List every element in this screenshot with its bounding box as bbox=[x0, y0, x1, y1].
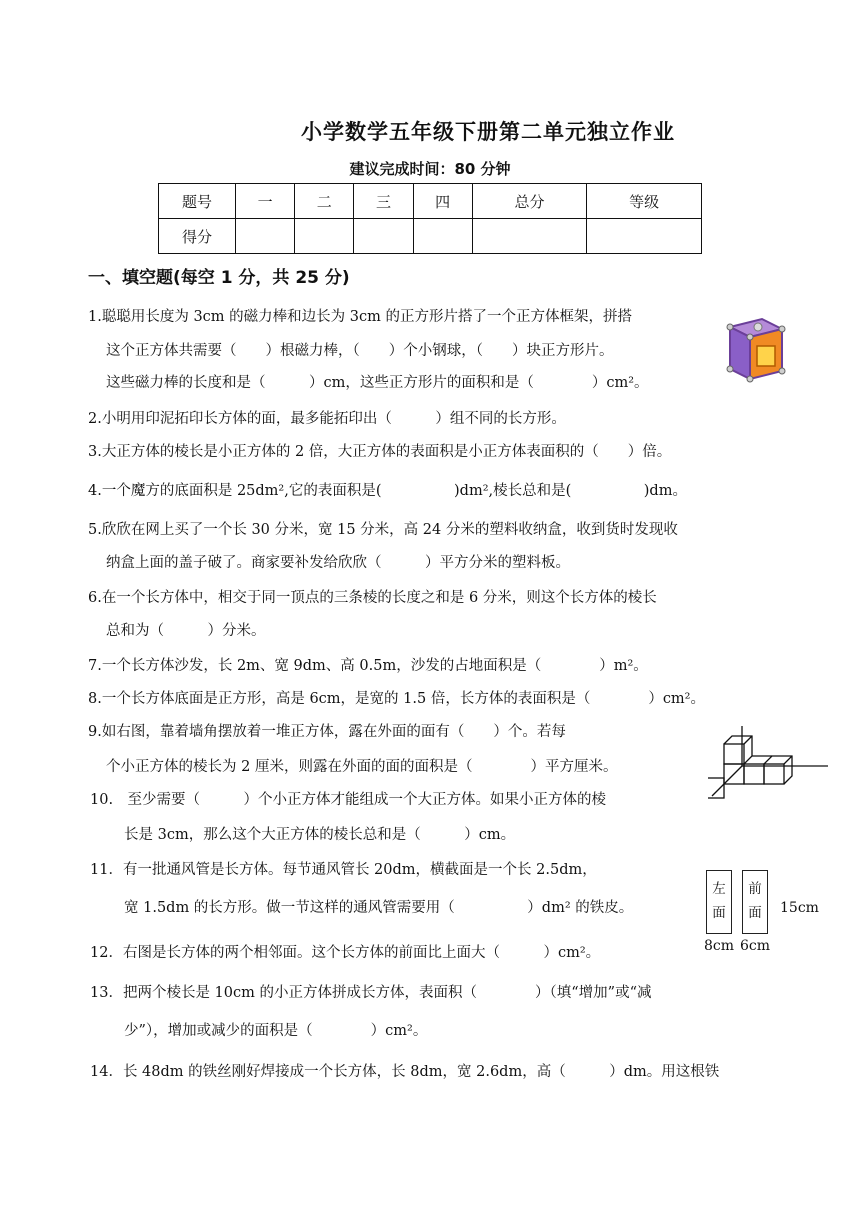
question-line: 7.一个长方体沙发，长 2m、宽 9dm、高 0.5m，沙发的占地面积是（ ）m²。 bbox=[88, 658, 648, 674]
time-suggestion: 建议完成时间：80 分钟 bbox=[349, 160, 511, 178]
adjacent-faces-diagram bbox=[704, 864, 828, 960]
table-cell: 四 bbox=[413, 184, 472, 219]
question-line: 12．右图是长方体的两个相邻面。这个长方体的前面比上面大（ ）cm²。 bbox=[90, 945, 601, 961]
question-line: 个小正方体的棱长为 2 厘米，则露在外面的面的面积是（ ）平方厘米。 bbox=[106, 759, 618, 775]
question-line: 1.聪聪用长度为 3cm 的磁力棒和边长为 3cm 的正方形片搭了一个正方体框架，拼搭 bbox=[88, 309, 632, 325]
table-cell: 等级 bbox=[587, 184, 702, 219]
left-face-box bbox=[706, 870, 732, 934]
question-line: 长是 3cm，那么这个大正方体的棱长总和是（ ）cm。 bbox=[124, 827, 516, 843]
question-line: 8.一个长方体底面是正方形，高是 6cm，是宽的 1.5 倍，长方体的表面积是（ ）cm²。 bbox=[88, 691, 705, 707]
front-width-label: 6cm bbox=[740, 938, 771, 954]
score-table-score-row bbox=[159, 219, 702, 254]
cube-stack-diagram bbox=[708, 720, 830, 800]
question-line: 宽 1.5dm 的长方形。做一节这样的通风管需要用（ ）dm² 的铁皮。 bbox=[124, 900, 634, 916]
question-line: 总和为（ ）分米。 bbox=[106, 623, 266, 639]
page-title: 小学数学五年级下册第二单元独立作业 bbox=[301, 120, 675, 144]
magnetic-cube-image bbox=[724, 313, 786, 387]
left-face-label: 左 面 bbox=[712, 881, 726, 921]
question-line: 6.在一个长方体中，相交于同一顶点的三条棱的长度之和是 6 分米，则这个长方体的棱长 bbox=[88, 590, 657, 606]
score-table-header-row bbox=[159, 184, 702, 219]
front-face-box bbox=[742, 870, 768, 934]
score-input-cell[interactable] bbox=[413, 219, 472, 254]
question-line: 5.欣欣在网上买了一个长 30 分米，宽 15 分米，高 24 分米的塑料收纳盒，收到货时发现收 bbox=[88, 522, 678, 538]
question-line: 9.如右图，靠着墙角摆放着一堆正方体，露在外面的面有（ ）个。若每 bbox=[88, 724, 566, 740]
question-line: 少”），增加或减少的面积是（ ）cm²。 bbox=[124, 1023, 428, 1039]
table-cell: 三 bbox=[354, 184, 413, 219]
table-cell: 得分 bbox=[159, 219, 236, 254]
front-face-label: 前 面 bbox=[748, 881, 762, 921]
score-input-cell[interactable] bbox=[295, 219, 354, 254]
section-title: 一、填空题(每空 1 分，共 25 分) bbox=[88, 268, 350, 288]
height-label: 15cm bbox=[780, 900, 819, 916]
question-line: 14．长 48dm 的铁丝刚好焊接成一个长方体，长 8dm，宽 2.6dm，高（ ）dm。用这根铁 bbox=[90, 1064, 720, 1080]
question-line: 这个正方体共需要（ ）根磁力棒，（ ）个小钢球，（ ）块正方形片。 bbox=[106, 343, 614, 359]
table-cell: 总分 bbox=[472, 184, 587, 219]
question-line: 10. 至少需要（ ）个小正方体才能组成一个大正方体。如果小正方体的棱 bbox=[90, 792, 607, 808]
table-cell: 题号 bbox=[159, 184, 236, 219]
question-line: 2.小明用印泥拓印长方体的面，最多能拓印出（ ）组不同的长方形。 bbox=[88, 411, 566, 427]
question-line: 纳盒上面的盖子破了。商家要补发给欣欣（ ）平方分米的塑料板。 bbox=[106, 555, 570, 571]
question-line: 11．有一批通风管是长方体。每节通风管长 20dm，横截面是一个长 2.5dm， bbox=[90, 862, 597, 878]
score-input-cell[interactable] bbox=[587, 219, 702, 254]
score-input-cell[interactable] bbox=[472, 219, 587, 254]
score-table bbox=[158, 183, 702, 254]
question-line: 4.一个魔方的底面积是 25dm²,它的表面积是( )dm²,棱长总和是( )dm。 bbox=[88, 483, 687, 499]
question-line: 3.大正方体的棱长是小正方体的 2 倍，大正方体的表面积是小正方体表面积的（ ）倍。 bbox=[88, 444, 672, 460]
table-cell: 二 bbox=[295, 184, 354, 219]
question-line: 这些磁力棒的长度和是（ ）cm，这些正方形片的面积和是（ ）cm²。 bbox=[106, 375, 649, 391]
question-line: 13．把两个棱长是 10cm 的小正方体拼成长方体，表面积（ ）（填“增加”或“减 bbox=[90, 985, 652, 1001]
score-input-cell[interactable] bbox=[236, 219, 295, 254]
table-cell: 一 bbox=[236, 184, 295, 219]
score-input-cell[interactable] bbox=[354, 219, 413, 254]
left-width-label: 8cm bbox=[704, 938, 735, 954]
